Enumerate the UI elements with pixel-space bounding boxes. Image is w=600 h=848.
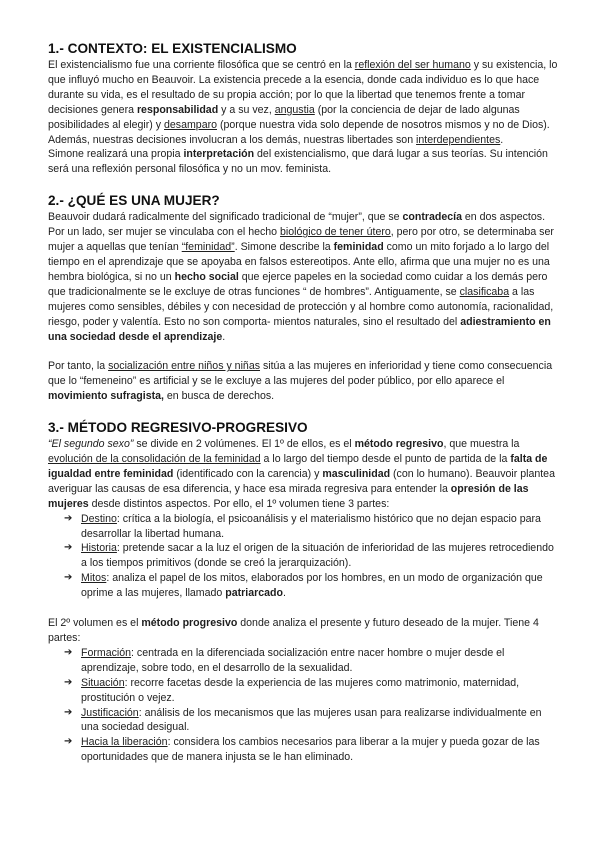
- arrow-icon: ➔: [64, 706, 73, 718]
- section-2-title: 2.- ¿QUÉ ES UNA MUJER?: [48, 193, 220, 209]
- arrow-icon: ➔: [64, 572, 73, 584]
- section-3-paragraph-1: “El segundo sexo” se divide en 2 volúmenes. El 1º de ellos, es el método regresivo, que muestra la evolución de la consolidación de la feminidad a lo largo del tiempo desde el punto de partida de la falta de igualdad entre feminidad (identificado con la carencia) y masculinidad (con lo humano). Beauvoir plantea averiguar las causas de esa diferencia, y hace esa mirada regresiva para entender la opresión de las mujeres desde distintos aspectos. Por ello, el 1º volumen tiene 3 partes:: [48, 438, 555, 510]
- section-3-title: 3.- MÉTODO REGRESIVO-PROGRESIVO: [48, 420, 308, 436]
- arrow-icon: ➔: [64, 542, 73, 554]
- list-item-historia: ➔ Historia: pretende sacar a la luz el origen de la situación de inferioridad de las mujeres retrocediendo a los tiempos primitivos (donde se creó la jerarquización).: [64, 542, 554, 570]
- section-2-paragraph-1: Beauvoir dudará radicalmente del significado tradicional de “mujer”, que se contradecía en dos aspectos. Por un lado, ser mujer se vinculaba con el hecho biológico de tener útero, pero por otro, se determinaba ser mujer a aquellas que tenían “feminidad”. Simone describe la feminidad como un mito forjado a lo largo del tiempo en el aprendizaje que se apoyaba en falsos estereotipos. Ante ello, afirma que una mujer no es una hembra biológica, si no un hecho social que ejerce papeles en la sociedad como cuidar a los demás pero que tradicionalmente se le excluye de otras funciones “ de hombres”. Antiguamente, se clasificaba a las mujeres como sensibles, débiles y con necesidad de protección y al hombre como autonomía, racionalidad, riesgo, poder y valentía. Esto no son comporta- mientos naturales, sino el resultado del adiestramiento en una sociedad desde el aprendizaje.: [48, 211, 554, 343]
- list-item-justificacion: ➔ Justificación: análisis de los mecanismos que las mujeres usan para realizarse individualmente en una sociedad desigual.: [64, 706, 542, 734]
- arrow-icon: ➔: [64, 676, 73, 688]
- list-item-formacion: ➔ Formación: centrada en la diferenciada socialización entre nacer hombre o mujer desde el aprendizaje, sobre todo, en el desarrollo de la sexualidad.: [64, 646, 505, 674]
- list-item-mitos: ➔ Mitos: analiza el papel de los mitos, elaborados por los hombres, en un modo de organización que oprime a las mujeres, llamado patriarcado.: [64, 572, 543, 600]
- section-2-paragraph-2: Por tanto, la socialización entre niños y niñas sitúa a las mujeres en inferioridad y tiene como consecuencia que lo “femeneino” es artificial y se le excluye a las mujeres del poder público, por ello aparece el movimiento sufragista, en busca de derechos.: [48, 360, 553, 403]
- volume-2-parts-list: [48, 646, 560, 765]
- section-3-paragraph-2: El 2º volumen es el método progresivo donde analiza el presente y futuro deseado de la mujer. Tiene 4 partes:: [48, 617, 539, 644]
- arrow-icon: ➔: [64, 646, 73, 658]
- section-1-title: 1.- CONTEXTO: EL EXISTENCIALISMO: [48, 41, 297, 56]
- arrow-icon: ➔: [64, 512, 73, 524]
- arrow-icon: ➔: [64, 736, 73, 748]
- section-1-paragraph-2: Simone realizará una propia interpretación del existencialismo, que dará lugar a sus teorías. Su intención será una reflexión personal filosófica y no un mov. feminista.: [48, 148, 548, 176]
- list-item-situacion: ➔ Situación: recorre facetas desde la experiencia de las mujeres como matrimonio, maternidad, prostitución o vejez.: [64, 676, 520, 704]
- volume-1-parts-list: [48, 512, 560, 601]
- list-item-destino: ➔ Destino: crítica a la biología, el psicoanálisis y el materialismo histórico que no dejan espacio para desarrollar la libertad humana.: [64, 512, 541, 540]
- section-1-paragraph-1: El existencialismo fue una corriente filosófica que se centró en la reflexión del ser humano y su existencia, lo que influyó mucho en Beauvoir. La existencia precede a la esencia, donde cada individuo es lo que hace durante su vida, es el resultado de su propia acción; por lo que la libertad que tenemos frente a tomar decisiones genera responsabilidad y a su vez, angustia (por la conciencia de dejar de lado algunas posibilidades al elegir) y desamparo (porque nuestra vida solo depende de nosotros mismos y no de Dios). Además, nuestras decisiones involucran a los demás, nuestras libertades son interdependientes.: [48, 59, 558, 146]
- list-item-hacia-la-liberacion: ➔ Hacia la liberación: considera los cambios necesarios para liberar a la mujer y pueda gozar de las oportunidades que de manera injusta se le han eliminado.: [64, 736, 540, 764]
